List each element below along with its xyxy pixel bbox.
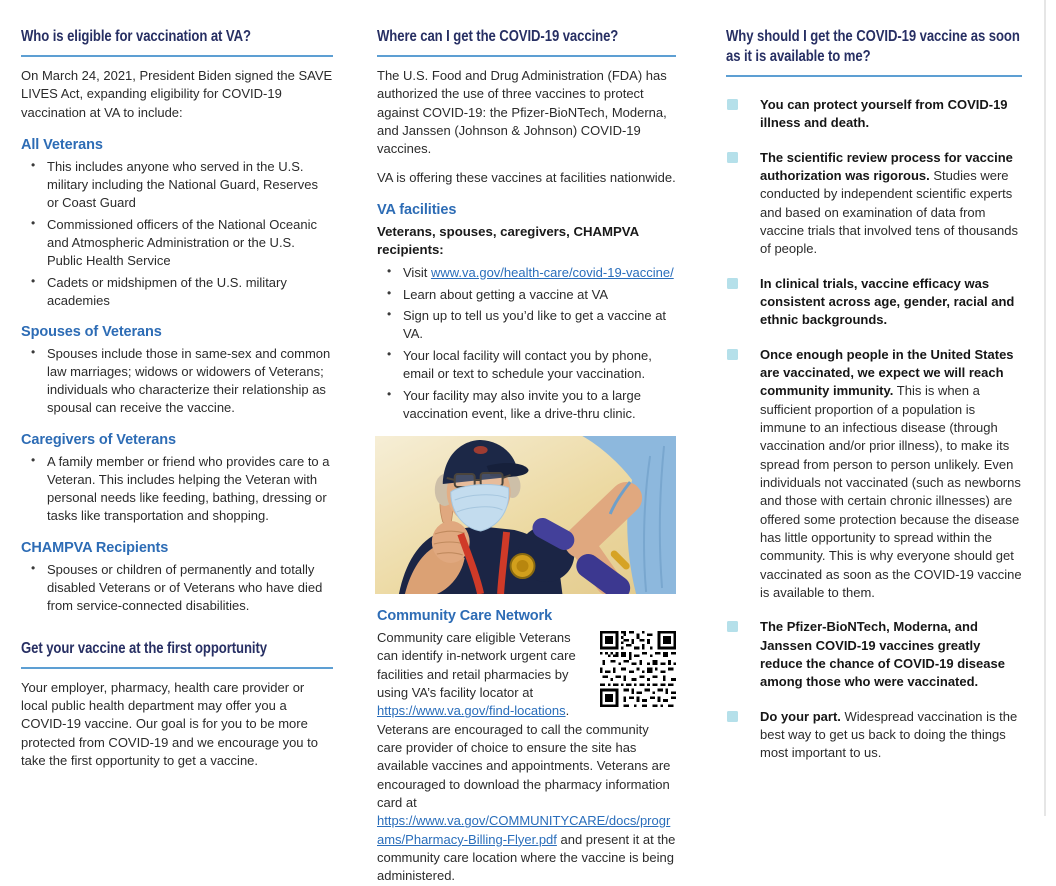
- subheading-community-care: Community Care Network: [377, 608, 553, 625]
- pharmacy-flyer-link[interactable]: https://www.va.gov/COMMUNITYCARE/docs/programs/Pharmacy-Billing-Flyer.pdf: [377, 813, 671, 847]
- list-item: [726, 149, 1022, 259]
- heading-why-text: Why should I get the COVID-19 vaccine as soon as it is available to me?: [726, 28, 1020, 65]
- eligibility-intro: On March 24, 2021, President Biden signed the SAVE LIVES Act, expanding eligibility for COVID-19 vaccination at VA to include:: [21, 68, 333, 120]
- heading-where: [377, 27, 676, 57]
- list-item: [726, 275, 1022, 330]
- list-item: • Spouses include those in same-sex and common law marriages; widows or widowers of Veterans; individuals who characterize their relationship as spousal can receive the vaccine.: [21, 345, 333, 417]
- item-lead: Do your part.: [760, 708, 841, 724]
- ccn-text: Community care eligible Veterans can identify in-network urgent care facilities and retail pharmacies by using VA’s facility locator at: [377, 630, 576, 701]
- subheading-va-facilities: VA facilities: [377, 201, 457, 218]
- scan-artifact-line: [1044, 0, 1046, 816]
- spouses-list: [21, 345, 333, 417]
- va-facilities-audience: Veterans, spouses, caregivers, CHAMPVA recipients:: [377, 223, 639, 257]
- list-item: • A family member or friend who provides care to a Veteran. This includes helping the Veteran with personal needs like feeding, bathing, dressing or tasks like transportation and shopping.: [21, 453, 333, 525]
- item-lead: Once enough people in the United States are vaccinated, we expect we will reach community immunity.: [760, 346, 1014, 399]
- find-locations-link[interactable]: https://www.va.gov/find-locations: [377, 703, 566, 719]
- heading-eligibility-text: Who is eligible for vaccination at VA?: [21, 28, 251, 45]
- list-item: [726, 708, 1022, 763]
- list-item: • Your local facility will contact you by phone, email or text to schedule your vaccination.: [377, 347, 676, 383]
- subheading-spouses: Spouses of Veterans: [21, 324, 162, 341]
- all-veterans-list: [21, 158, 333, 310]
- item-text: Widespread vaccination is the best way to get us back to doing the things most important to us.: [760, 708, 1018, 761]
- subheading-champva: CHAMPVA Recipients: [21, 539, 169, 556]
- first-opportunity-text: Your employer, pharmacy, health care provider or local public health department may offer you a COVID-19 vaccine. Our goal is for you to be more protected from COVID-19 and we encourage you to take the first opportunity to get a vaccine.: [21, 679, 318, 769]
- list-item: [726, 96, 1022, 133]
- list-item: [377, 264, 676, 282]
- heading-eligibility: [21, 27, 333, 57]
- list-item: [726, 618, 1022, 691]
- ccn-text: and present it at the community care location where the vaccine is being administered.: [377, 831, 676, 884]
- list-item: • Spouses or children of permanently and totally disabled Veterans or of Veterans who have died from service-connected disabilities.: [21, 561, 333, 615]
- item-lead: You can protect yourself from COVID-19 illness and death.: [760, 97, 1008, 131]
- champva-list: [21, 561, 333, 615]
- community-care-paragraph: [377, 629, 676, 886]
- column-where: [377, 27, 676, 886]
- nationwide-paragraph: VA is offering these vaccines at facilities nationwide.: [377, 169, 676, 185]
- qr-code-image: [600, 631, 676, 707]
- list-item: • Commissioned officers of the National Oceanic and Atmospheric Administration or the U.S. Public Health Service: [21, 216, 333, 270]
- caregivers-list: [21, 453, 333, 525]
- subheading-all-veterans: All Veterans: [21, 136, 103, 153]
- va-facilities-list: [377, 264, 676, 424]
- list-item: • Cadets or midshipmen of the U.S. military academies: [21, 274, 333, 310]
- list-item: [726, 346, 1022, 603]
- item-text: Studies were conducted by independent scientific experts and based on examination of data from vaccine trials that involved tens of thousands of people.: [760, 167, 1018, 257]
- vaccination-photo: [375, 436, 676, 594]
- list-item: • This includes anyone who served in the U.S. military including the National Guard, Reserves or Coast Guard: [21, 158, 333, 212]
- why-list: [726, 96, 1022, 763]
- item-text: This is when a sufficient proportion of a population is immune to an infectious disease (through vaccination and/or prior illness), to make its spread from person to person unlikely. Even individuals not vaccinated (such as newborns and those with certain chronic illnesses) are offered some protection because the disease has little opportunity to spread within the community. This is why everyone should get vaccinated as soon as the COVID-19 vaccine is available to them.: [760, 383, 1022, 600]
- item-lead: The scientific review process for vaccine authorization was rigorous.: [760, 149, 1013, 183]
- covid-vaccine-link[interactable]: www.va.gov/health-care/covid-19-vaccine/: [430, 264, 674, 280]
- fda-paragraph: The U.S. Food and Drug Administration (FDA) has authorized the use of three vaccines to protect against COVID-19: the Pfizer-BioNTech, Moderna, and Janssen (Johnson & Johnson) COVID-19 vaccines.: [377, 68, 667, 157]
- list-item: • Learn about getting a vaccine at VA: [377, 286, 676, 304]
- heading-first-opportunity: [21, 639, 333, 669]
- heading-where-text: Where can I get the COVID-19 vaccine?: [377, 28, 619, 45]
- list-item: • Sign up to tell us you’d like to get a vaccine at VA.: [377, 307, 676, 343]
- subheading-caregivers: Caregivers of Veterans: [21, 432, 176, 449]
- bullet-text: Visit: [403, 264, 431, 280]
- column-why: [726, 27, 1022, 779]
- list-item: • Your facility may also invite you to a large vaccination event, like a drive-thru clinic.: [377, 387, 676, 423]
- column-eligibility: [21, 27, 333, 780]
- item-lead: The Pfizer-BioNTech, Moderna, and Janssen COVID-19 vaccines greatly reduce the chance of COVID-19 disease among those who were vaccinated.: [760, 619, 1005, 690]
- ccn-text: . Veterans are encouraged to call the community care provider of choice to ensure the site has available vaccines and appointments. Veterans are encouraged to download the pharmacy information card at: [377, 703, 671, 811]
- item-lead: In clinical trials, vaccine efficacy was consistent across age, gender, racial and ethnic backgrounds.: [760, 275, 1015, 328]
- heading-first-opportunity-text: Get your vaccine at the first opportunity: [21, 639, 267, 657]
- heading-why: [726, 27, 1022, 77]
